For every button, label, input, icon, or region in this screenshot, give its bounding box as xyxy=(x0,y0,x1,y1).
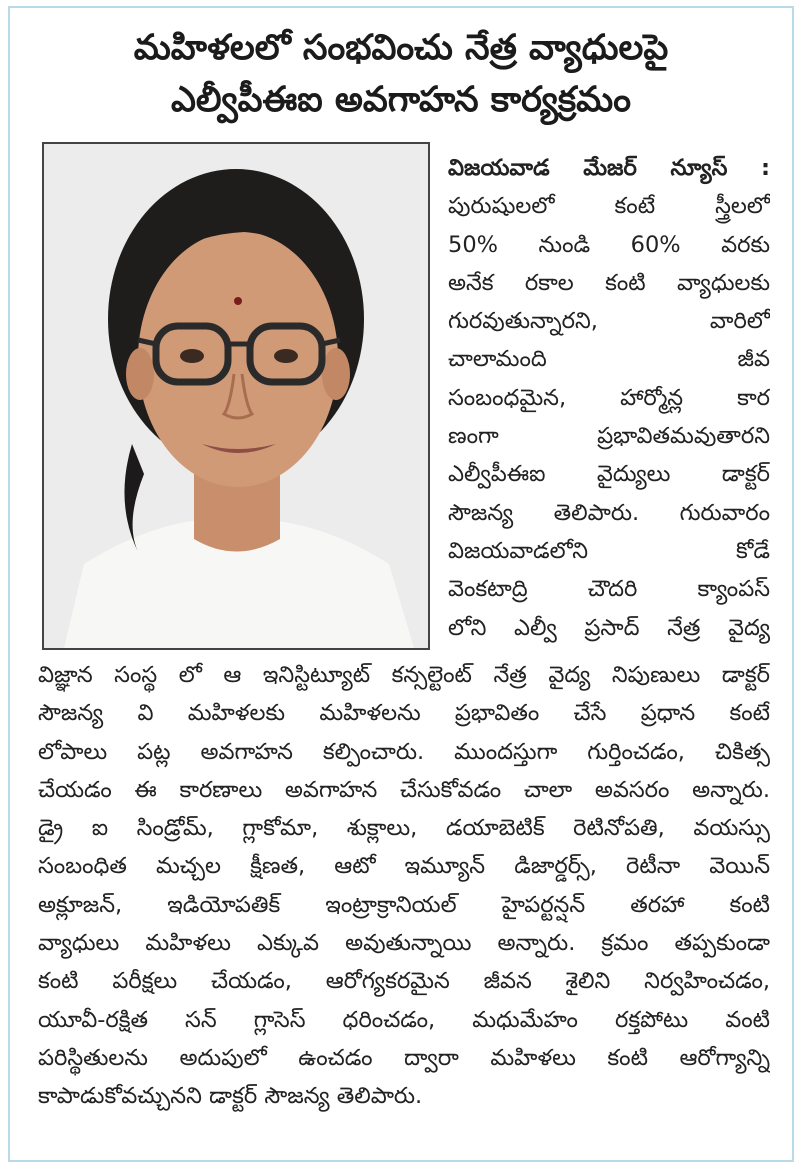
article-line: లోని ఎల్వీ ప్రసాద్ నేత్ర వైద్య xyxy=(448,614,770,641)
article-line: సౌజన్య తెలిపారు. గురువారం xyxy=(448,499,770,526)
article-line: 50% నుండి 60% వరకు xyxy=(448,231,770,258)
article-line: డ్రై ఐ సిండ్రోమ్, గ్లాకోమా, శుక్లాలు, డయాబెటిక్ రెటినోపతి, వయస్సు xyxy=(38,815,770,842)
article-line: చాలామంది జీవ xyxy=(448,346,770,373)
article-body xyxy=(38,656,770,1116)
article-line: కంటి పరీక్షలు చేయడం, ఆరోగ్యకరమైన జీవన శైలిని నిర్వహించడం, xyxy=(38,968,770,995)
article-line: అక్లూజన్, ఇడియోపతిక్ ఇంట్రాక్రానియల్ హైపర్టన్షన్ తరహా కంటి xyxy=(38,891,770,918)
article-line: యూవీ-రక్షిత సన్ గ్లాసెస్ ధరించడం, మధుమేహం రక్తపోటు వంటి xyxy=(38,1006,770,1033)
article-line: విజయవాడలోని కోడే xyxy=(448,537,770,564)
article-frame xyxy=(8,6,794,1162)
article-line: లోపాలు పట్ల అవగాహన కల్పించారు. ముందస్తుగా గుర్తించడం, చికిత్స xyxy=(38,738,770,765)
article-side-column xyxy=(448,149,770,647)
article-line: పరిస్థితులను అదుపులో ఉంచడం ద్వారా మహిళలు కంటి ఆరోగ్యాన్ని xyxy=(38,1044,770,1071)
article-line: పురుషులలో కంటే స్త్రీలలో xyxy=(448,193,770,220)
portrait-photo xyxy=(42,142,430,650)
article-line: ణంగా ప్రభావితమవుతారని xyxy=(448,423,770,450)
article-line: వ్యాధులు మహిళలు ఎక్కువ అవుతున్నాయి అన్నారు. క్రమం తప్పకుండా xyxy=(38,930,770,957)
dateline: విజయవాడ మేజర్ న్యూస్ : xyxy=(448,155,770,181)
headline xyxy=(10,22,792,126)
article-line: సంబంధమైన, హార్మోన్ల కార xyxy=(448,384,770,411)
article-line: సంబంధిత మచ్చల క్షీణత, ఆటో ఇమ్యూన్ డిజార్డర్స్, రెటీనా వెయిన్ xyxy=(38,853,770,880)
article-line: ఎల్వీపీఈఐ వైద్యులు డాక్టర్ xyxy=(448,461,770,488)
portrait-illustration xyxy=(44,144,428,648)
article-line: కాపాడుకోవచ్చునని డాక్టర్ సౌజన్య తెలిపారు. xyxy=(38,1083,423,1110)
article-line: విజ్ఞాన సంస్థ లో ఆ ఇనిస్టిట్యూట్ కన్సల్టెంట్ నేత్ర వైద్య నిపుణులు డాక్టర్ xyxy=(38,662,770,688)
article-line: అనేక రకాల కంటి వ్యాధులకు xyxy=(448,269,770,296)
headline-line-2: ఎల్వీపీఈఐ అవగాహన కార్యక్రమం xyxy=(171,80,631,120)
article-line: చేయడం ఈ కారణాలు అవగాహన చేసుకోవడం చాలా అవసరం అన్నారు. xyxy=(38,776,770,803)
article-line: గురవుతున్నారని, వారిలో xyxy=(448,308,770,335)
article-line: వెంకటాద్రి చౌదరి క్యాంపస్ xyxy=(448,576,770,603)
headline-line-1: మహిళలలో సంభవించు నేత్ర వ్యాధులపై xyxy=(133,28,669,68)
article-line: సౌజన్య వి మహిళలకు మహిళలను ప్రభావితం చేసే ప్రధాన కంటే xyxy=(38,700,770,727)
